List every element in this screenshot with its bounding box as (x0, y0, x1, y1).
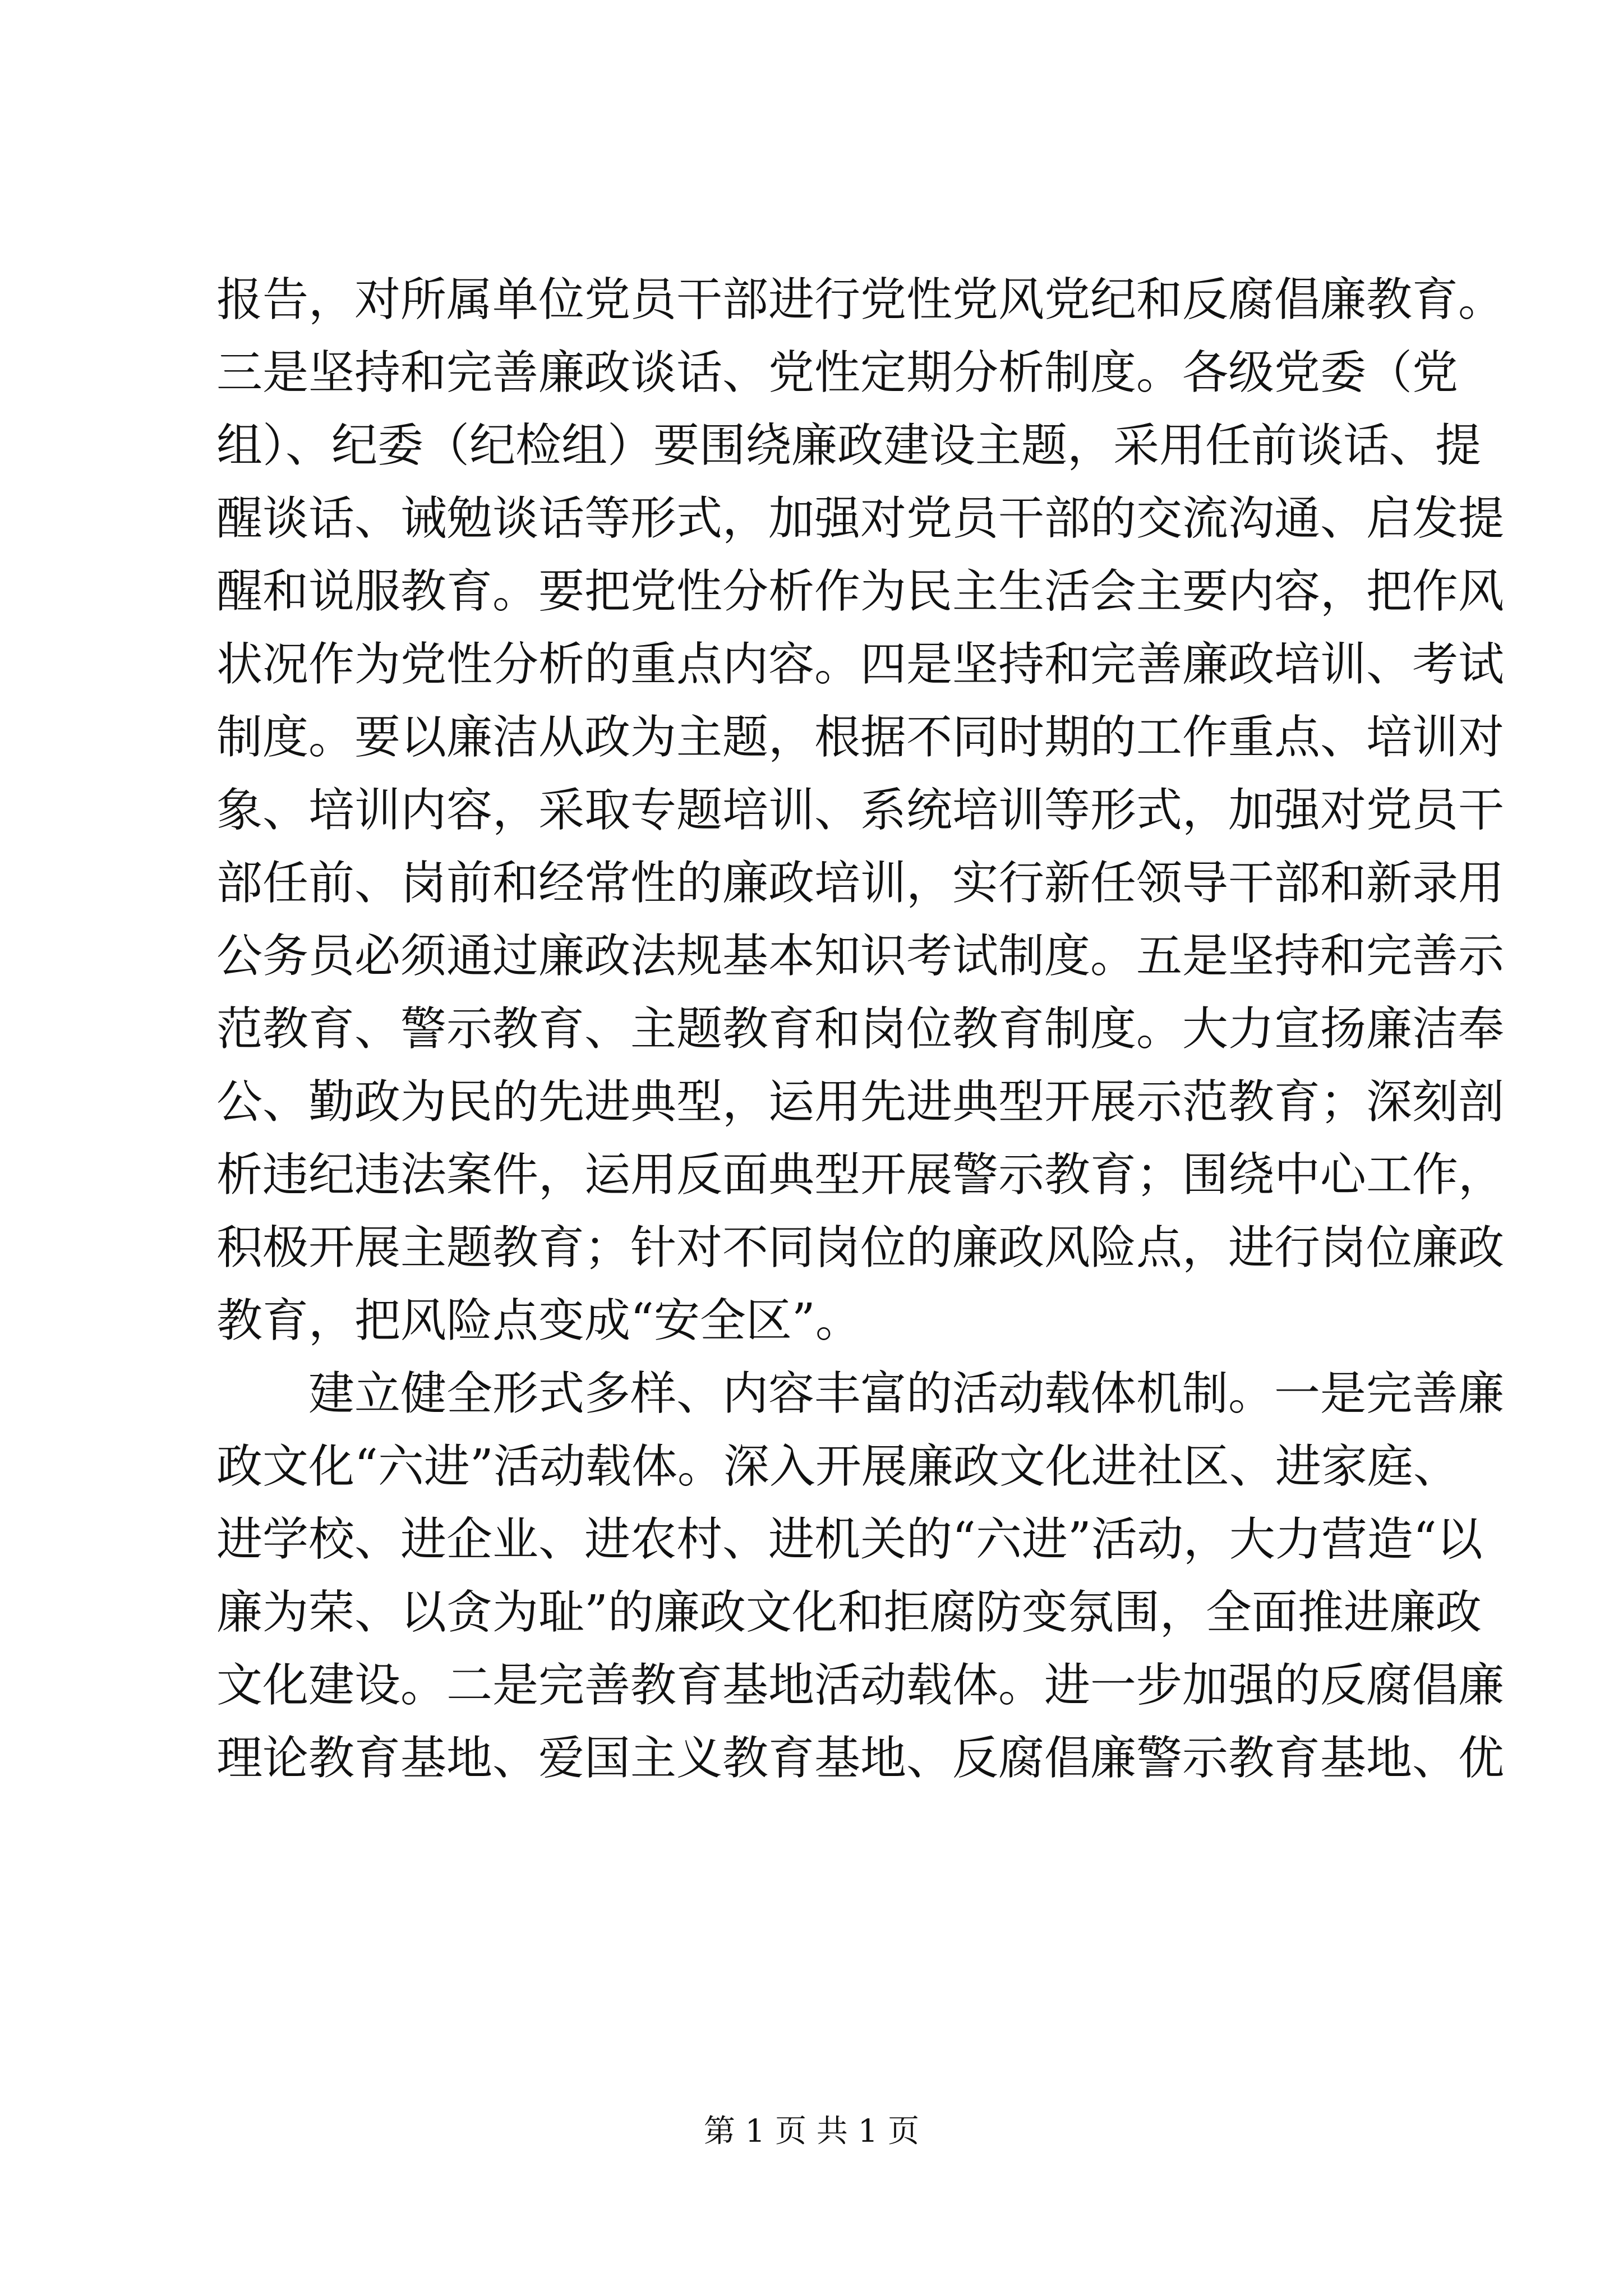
text-line: 文化建设。二是完善教育基地活动载体。进一步加强的反腐倡廉 (216, 1659, 1505, 1712)
text-line: 公务员必须通过廉政法规基本知识考试制度。五是坚持和完善示 (216, 930, 1505, 983)
text-line: 组）、纪委（纪检组）要围绕廉政建设主题，采用任前谈话、提 (216, 419, 1482, 472)
text-line: 制度。要以廉洁从政为主题，根据不同时期的工作重点、培训对 (216, 711, 1505, 764)
text-line: 部任前、岗前和经常性的廉政培训，实行新任领导干部和新录用 (216, 857, 1505, 910)
text-line: 报告，对所属单位党员干部进行党性党风党纪和反腐倡廉教育。 (216, 273, 1505, 326)
text-line: 醒和说服教育。要把党性分析作为民主生活会主要内容，把作风 (216, 565, 1505, 618)
text-line: 析违纪违法案件，运用反面典型开展警示教育；围绕中心工作， (216, 1148, 1505, 1202)
text-line: 象、培训内容，采取专题培训、系统培训等形式，加强对党员干 (216, 784, 1505, 837)
text-line: 教育，把风险点变成“安全区”。 (216, 1294, 861, 1347)
text-line: 理论教育基地、爱国主义教育基地、反腐倡廉警示教育基地、优 (216, 1732, 1505, 1785)
paragraph-first-line: 建立健全形式多样、内容丰富的活动载体机制。一是完善廉 (308, 1367, 1505, 1420)
text-line: 醒谈话、诫勉谈话等形式，加强对党员干部的交流沟通、启发提 (216, 492, 1505, 545)
page-number-footer: 第 1 页 共 1 页 (703, 2113, 920, 2150)
text-line: 公、勤政为民的先进典型，运用先进典型开展示范教育；深刻剖 (216, 1075, 1505, 1129)
text-line: 政文化“六进”活动载体。深入开展廉政文化进社区、进家庭、 (216, 1440, 1459, 1493)
text-line: 进学校、进企业、进农村、进机关的“六进”活动，大力营造“以 (216, 1513, 1483, 1566)
text-line: 廉为荣、以贪为耻”的廉政文化和拒腐防变氛围，全面推进廉政 (216, 1586, 1482, 1639)
text-line: 积极开展主题教育；针对不同岗位的廉政风险点，进行岗位廉政 (216, 1221, 1505, 1274)
text-line: 范教育、警示教育、主题教育和岗位教育制度。大力宣扬廉洁奉 (216, 1002, 1505, 1056)
text-line: 三是坚持和完善廉政谈话、党性定期分析制度。各级党委（党 (216, 346, 1459, 399)
text-line: 状况作为党性分析的重点内容。四是坚持和完善廉政培训、考试 (216, 638, 1505, 691)
